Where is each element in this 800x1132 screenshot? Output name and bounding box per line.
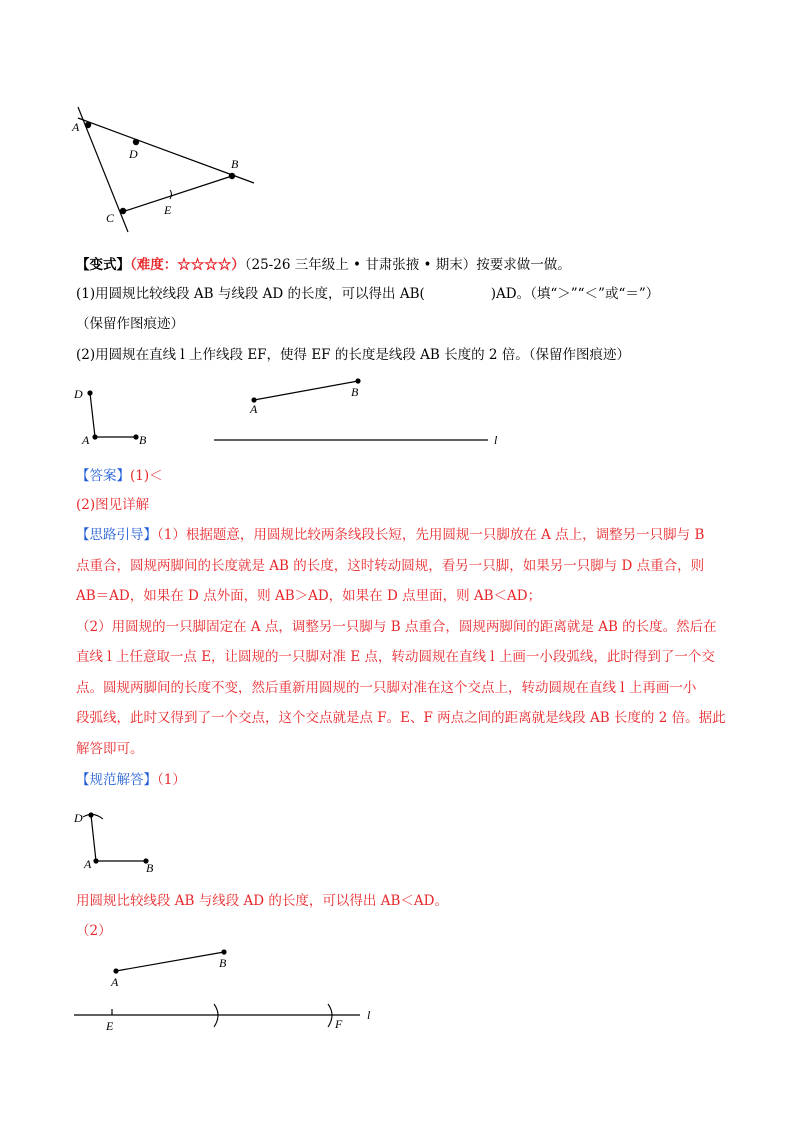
label-b-2: B — [351, 385, 359, 399]
answer-part-1: (1)＜ — [130, 468, 163, 484]
question-1-note: （保留作图痕迹） — [76, 316, 184, 332]
answer-part-2: (2)图见详解 — [76, 497, 150, 513]
guide-line-6: 点。圆规两脚间的长度不变，然后重新用圆规的一只脚对准在这个交点上，转动圆规在直线 l 上再画一小 — [76, 680, 697, 696]
label-d: D — [74, 811, 83, 825]
guide-line-8: 解答即可。 — [76, 741, 144, 757]
solution-part-1-label: （1） — [157, 772, 186, 788]
label-l: l — [494, 433, 498, 447]
label-a: A — [82, 433, 90, 447]
point-b — [221, 949, 226, 954]
solution-label: 【规范解答】 — [76, 772, 157, 788]
guide-line-7: 段弧线，此时又得到了一个交点，这个交点就是点 F。E、F 两点之间的距离就是线段 AB 长度的 2 倍。据此 — [76, 710, 726, 726]
label-d: D — [74, 387, 83, 401]
label-b: B — [219, 956, 227, 970]
solution-conclusion: 用圆规比较线段 AB 与线段 AD 的长度，可以得出 AB＜AD。 — [76, 893, 448, 909]
label-f: F — [335, 1017, 343, 1031]
difficulty: （难度：☆☆☆☆） — [130, 257, 245, 273]
label-b: B — [139, 433, 147, 447]
guide-line-5: 直线 l 上任意取一点 E，让圆规的一只脚对准 E 点，转动圆规在直线 l 上画一小段弧线，此时得到了一个交 — [76, 649, 715, 665]
label-a: A — [84, 857, 92, 871]
label-c: C — [106, 211, 115, 225]
label-d: D — [129, 147, 138, 161]
label-e: E — [164, 203, 172, 217]
answer-label: 【答案】 — [76, 468, 130, 484]
segment-ab — [116, 952, 224, 971]
label-a-2: A — [250, 402, 258, 416]
label-a: A — [72, 120, 80, 134]
point-a — [113, 968, 118, 973]
guide-label: 【思路引导】 — [76, 527, 157, 543]
guide-line-4: （2）用圆规的一只脚固定在 A 点，调整另一只脚与 B 点重合，圆规两脚间的距离就是 AB 的长度。然后在 — [76, 619, 717, 635]
question-1-text-after: )AD。（填“＞”“＜”或“＝”） — [490, 286, 660, 302]
label-b: B — [231, 157, 239, 171]
question-2: (2)用圆规在直线 l 上作线段 EF，使得 EF 的长度是线段 AB 长度的 2 倍。（保留作图痕迹） — [76, 347, 631, 363]
label-a: A — [111, 975, 119, 989]
label-b: B — [146, 861, 154, 875]
guide-line-2: 点重合，圆规两脚间的长度就是 AB 的长度，这时转动圆规，看另一只脚，如果另一只脚与 D 点重合，则 — [76, 558, 705, 574]
label-e: E — [106, 1019, 114, 1033]
solution-part-2-label: （2） — [76, 923, 112, 939]
question-1-text: (1)用圆规比较线段 AB 与线段 AD 的长度，可以得出 AB( — [76, 286, 425, 302]
guide-line-3: AB＝AD，如果在 D 点外面，则 AB＞AD，如果在 D 点里面，则 AB＜AD； — [76, 588, 542, 604]
source: （25-26 三年级上 • 甘肃张掖 • 期末）按要求做一做。 — [244, 257, 571, 273]
label-l: l — [367, 1008, 371, 1022]
variant-tag: 【变式】 — [76, 257, 130, 273]
guide-text-1: （1）根据题意，用圆规比较两条线段长短，先用圆规一只脚放在 A 点上，调整另一只脚与 B — [157, 527, 705, 543]
